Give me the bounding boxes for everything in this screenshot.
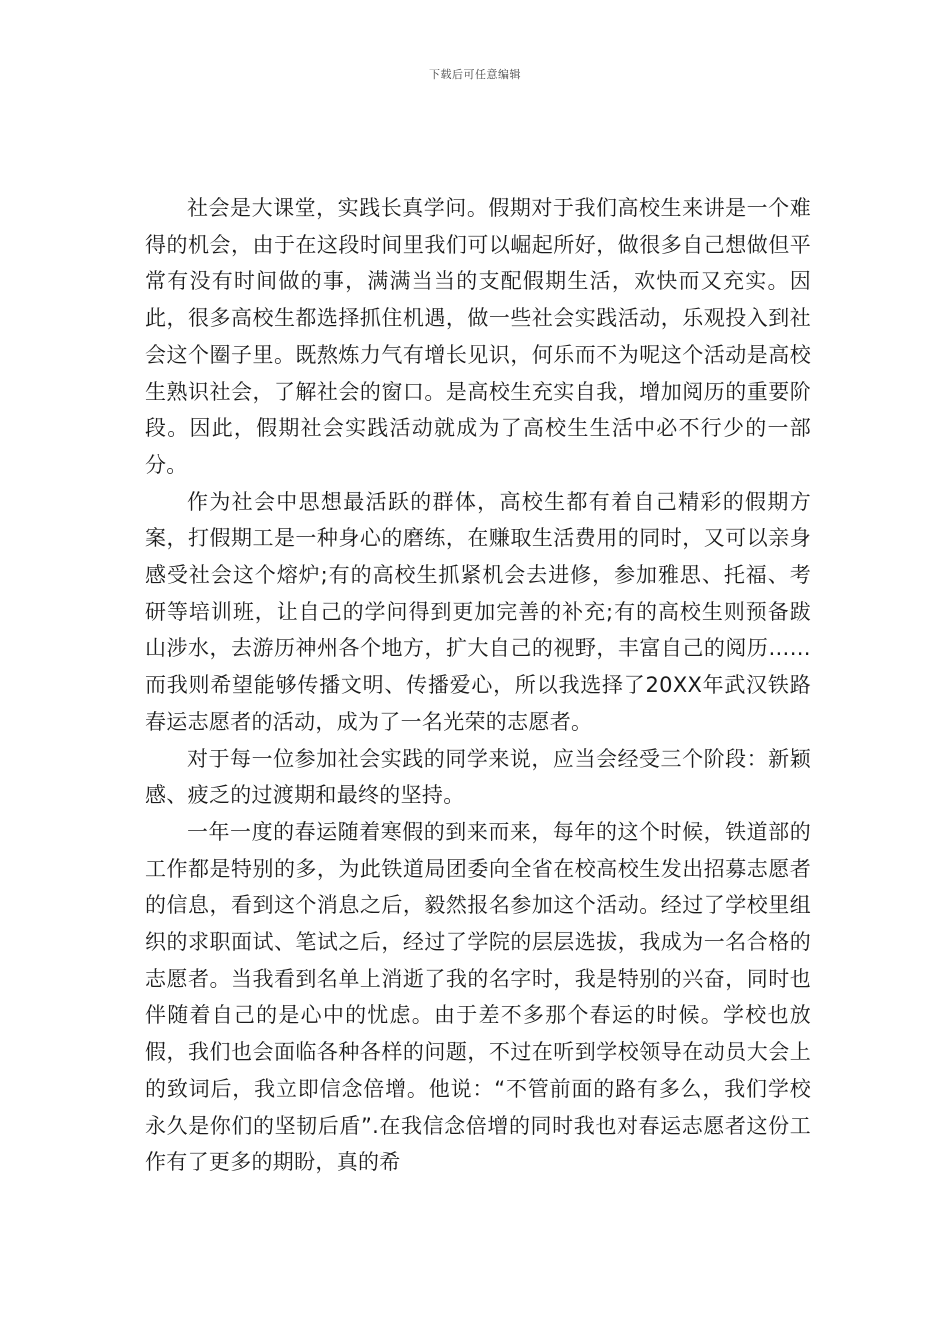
- header-note: 下载后可任意编辑: [429, 68, 521, 81]
- paragraph-4: 一年一度的春运随着寒假的到来而来，每年的这个时候，铁道部的工作都是特别的多，为此铁道局团委向全省在校高校生发出招募志愿者的信息，看到这个消息之后，毅然报名参加这个活动。经过了学校里组织的求职面试、笔试之后，经过了学院的层层选拔，我成为一名合格的志愿者。当我看到名单上消逝了我的名字时，我是特别的兴奋，同时也伴随着自己的是心中的忧虑。由于差不多那个春运的时候。学校也放假，我们也会面临各种各样的问题，不过在听到学校领导在动员大会上的致词后，我立即信念倍增。他说：“不管前面的路有多么，我们学校永久是你们的坚韧后盾”.在我信念倍增的同时我也对春运志愿者这份工作有了更多的期盼，真的希: [145, 819, 811, 1175]
- paragraph-1: 社会是大课堂，实践长真学问。假期对于我们高校生来讲是一个难得的机会，由于在这段时间里我们可以崛起所好，做很多自己想做但平常有没有时间做的事，满满当当的支配假期生活，欢快而又充实。因此，很多高校生都选择抓住机遇，做一些社会实践活动，乐观投入到社会这个圈子里。既熬炼力气有增长见识，何乐而不为呢这个活动是高校生熟识社会，了解社会的窗口。是高校生充实自我，增加阅历的重要阶段。因此，假期社会实践活动就成为了高校生生活中必不行少的一部分。: [145, 196, 811, 477]
- document-body: [145, 190, 811, 1181]
- paragraph-2: 作为社会中思想最活跃的群体，高校生都有着自己精彩的假期方案，打假期工是一种身心的磨练，在赚取生活费用的同时，又可以亲身感受社会这个熔炉;有的高校生抓紧机会去进修，参加雅思、托福、考研等培训班，让自己的学问得到更加完善的补充;有的高校生则预备跋山涉水，去游历神州各个地方，扩大自己的视野，丰富自己的阅历……而我则希望能够传播文明、传播爱心，所以我选择了20XX年武汉铁路春运志愿者的活动，成为了一名光荣的志愿者。: [145, 489, 811, 734]
- paragraph-3: 对于每一位参加社会实践的同学来说，应当会经受三个阶段：新颖感、疲乏的过渡期和最终的坚持。: [145, 746, 811, 808]
